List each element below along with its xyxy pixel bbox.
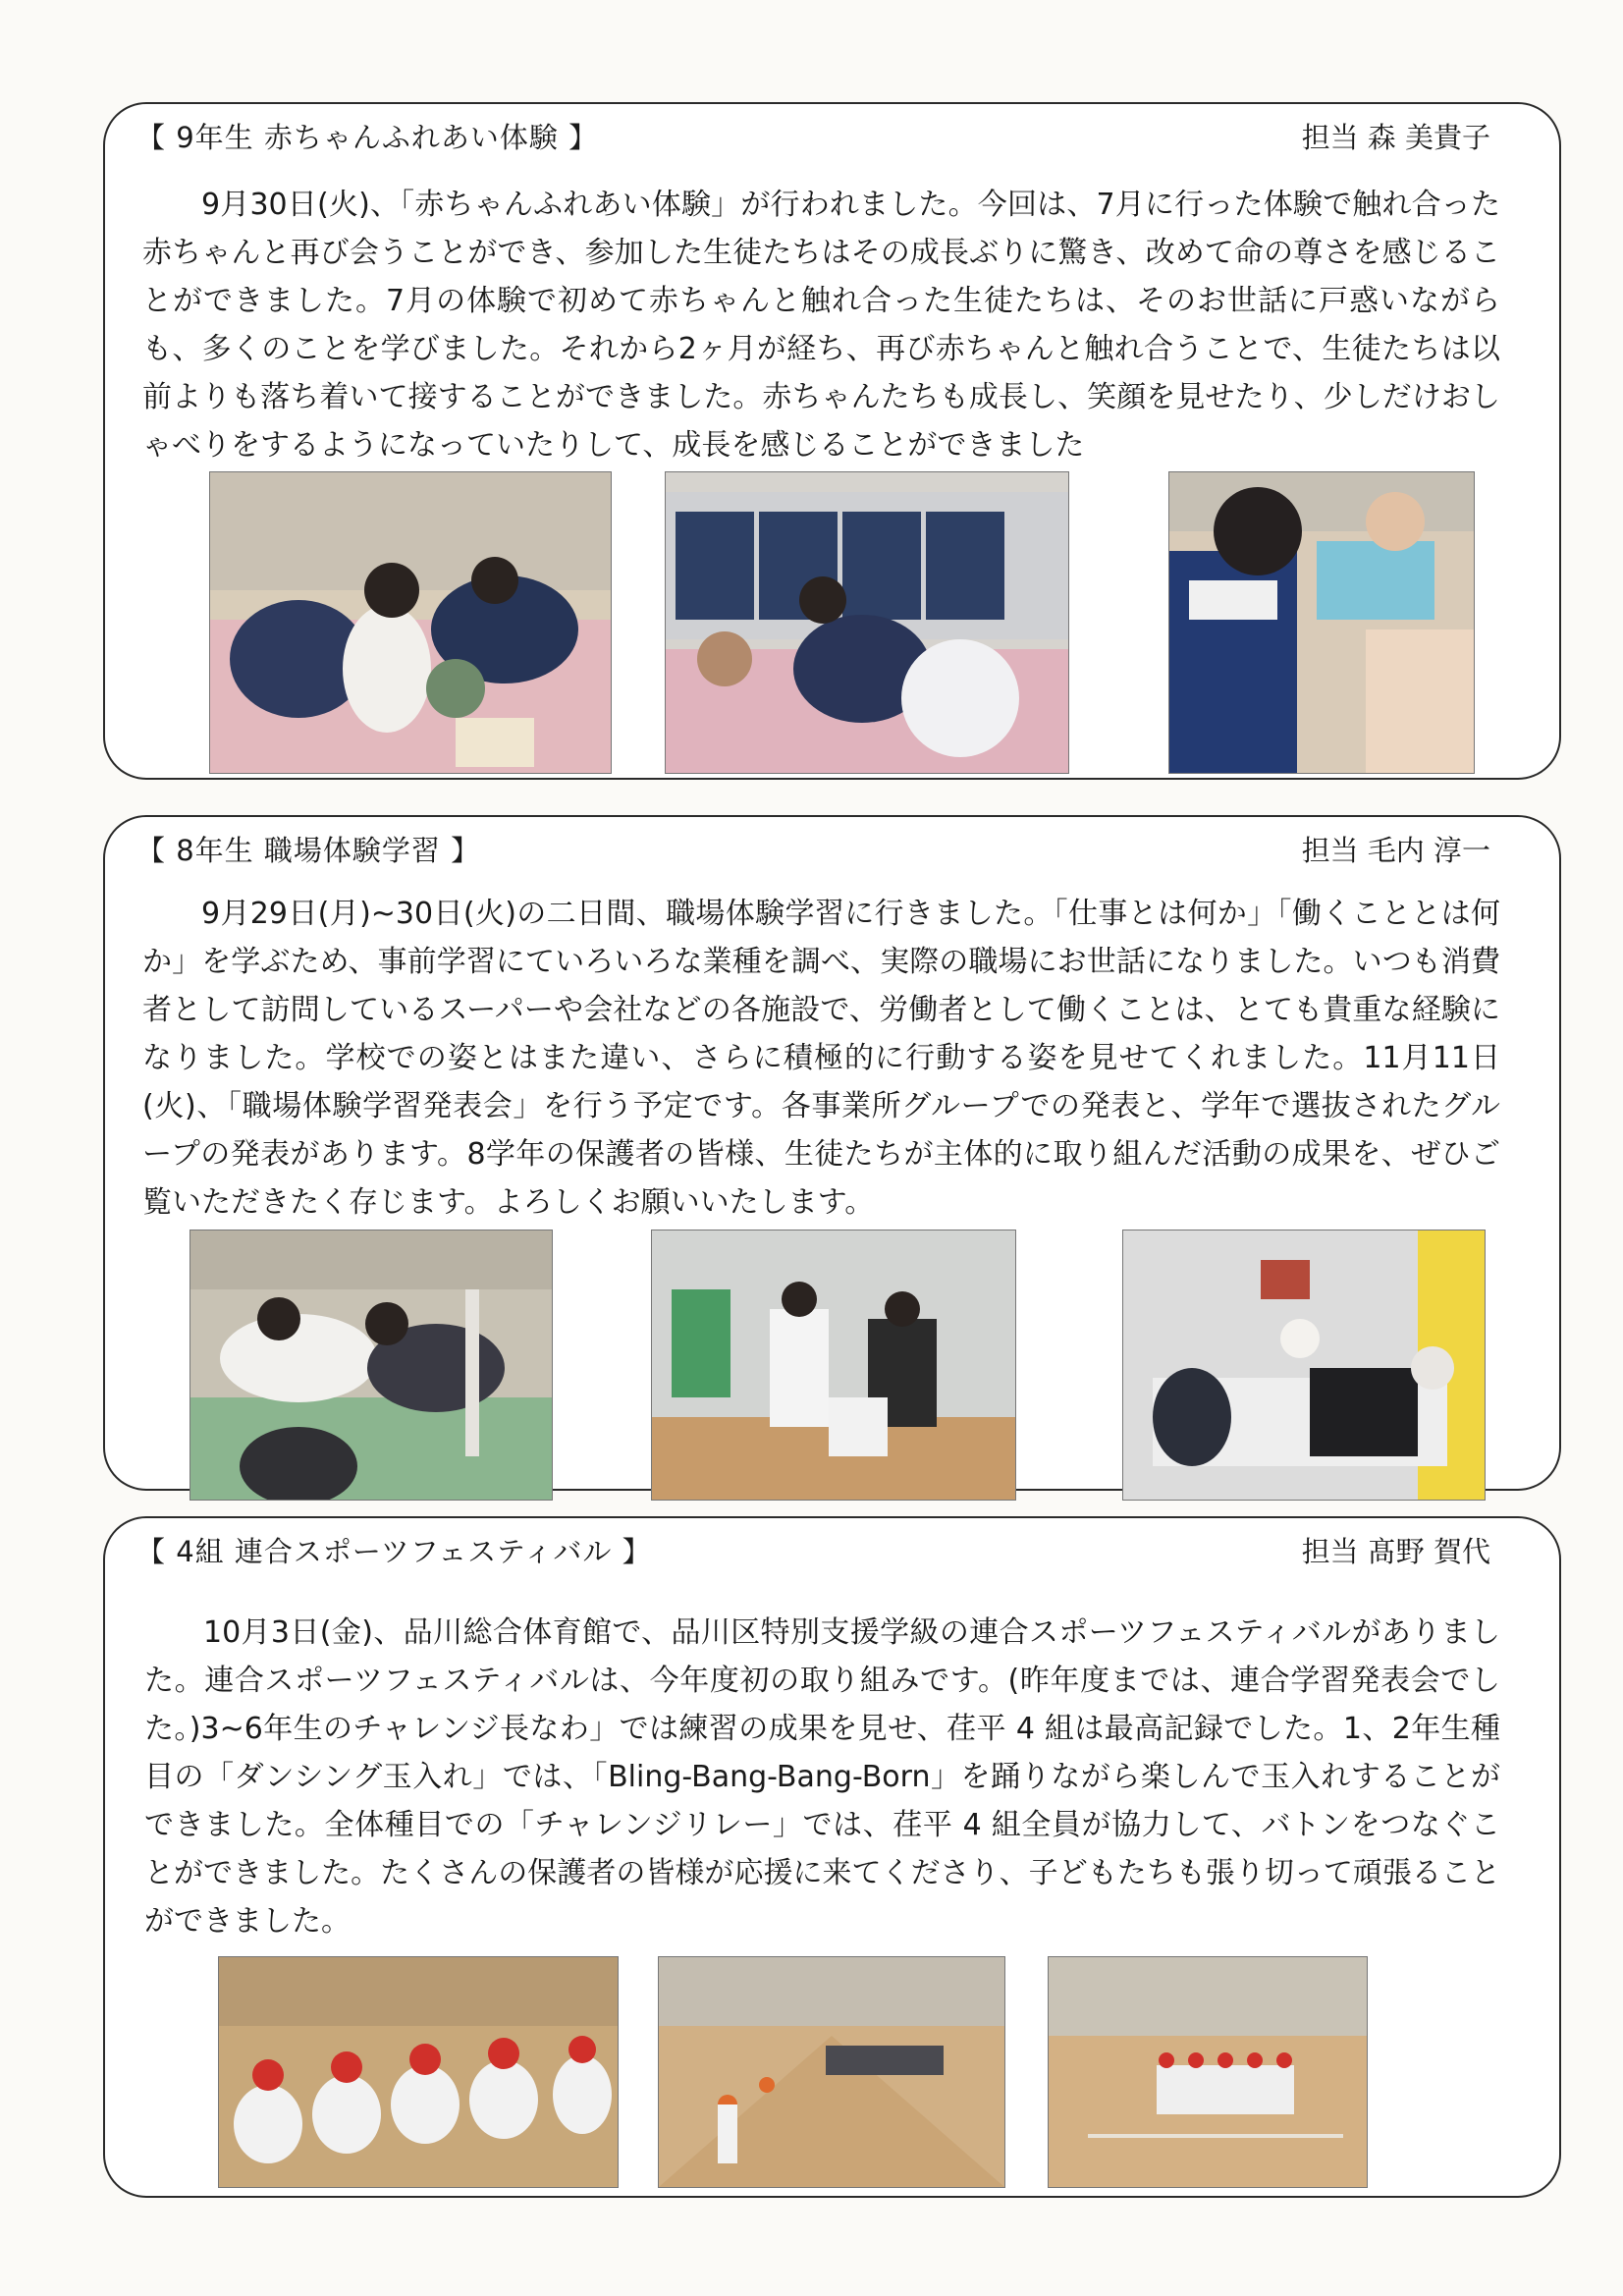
section-teacher: 担当 森 美貴子 <box>1301 121 1490 154</box>
section-teacher: 担当 髙野 賀代 <box>1301 1535 1490 1568</box>
section-title: 【 9年生 赤ちゃんふれあい体験 】 <box>136 121 599 154</box>
section-title: 【 4組 連合スポーツフェスティバル 】 <box>136 1535 652 1568</box>
section-body: 9月30日(火)、「赤ちゃんふれあい体験」が行われました。今回は、7月に行った体験で触れ合った赤ちゃんと再び会うことができ、参加した生徒たちはその成長ぶりに驚き、改めて命の尊さを感じることができました。7月の体験で初めて赤ちゃんと触れ合った生徒たちは、そのお世話に戸惑いながらも、多くのことを学びました。それから2ヶ月が経ち、再び赤ちゃんと触れ合うことで、生徒たちは以前よりも落ち着いて接することができました。赤ちゃんたちも成長し、笑顔を見せたり、少しだけおしゃべりをするようになっていたりして、成長を感じることができました <box>142 188 1500 463</box>
photo-gym-relay <box>658 1956 1005 2188</box>
section-title: 【 8年生 職場体験学習 】 <box>136 834 481 867</box>
photo-baby-chairs <box>665 471 1069 774</box>
photo-students-seated <box>218 1956 619 2188</box>
photo-office-meeting <box>1122 1230 1486 1501</box>
section-body: 10月3日(金)、品川総合体育館で、品川区特別支援学級の連合スポーツフェスティバルがありました。連合スポーツフェスティバルは、今年度初の取り組みです。(昨年度までは、連合学習発表会でした。)3~6年生のチャレンジ長なわ」では練習の成果を見せ、荏平 4 組は最高記録でした。1、2年生種目の「ダンシング玉入れ」では、「Bling-Bang-Bang-Born」を踊りながら楽しんで玉入れすることができました。全体種目での「チャレンジリレー」では、荏平 4 組全員が協力して、バトンをつなぐことができました。たくさんの保護者の皆様が応援に来てくださり、子どもたちも張り切って頑張ることができました。 <box>144 1615 1500 1939</box>
photo-baby-circle <box>209 471 612 774</box>
section-teacher: 担当 毛内 淳一 <box>1301 834 1490 867</box>
photo-baby-book <box>1168 471 1475 774</box>
photo-daycare <box>189 1230 553 1501</box>
section-body: 9月29日(月)~30日(火)の二日間、職場体験学習に行きました。「仕事とは何か」「働くこととは何か」を学ぶため、事前学習にていろいろな業種を調べ、実際の職場にお世話になりました。いつも消費者として訪問しているスーパーや会社などの各施設で、労働者として働くことは、とても貴重な経験になりました。学校での姿とはまた違い、さらに積極的に行動する姿を見せてくれました。11月11日(火)、「職場体験学習発表会」を行う予定です。各事業所グループでの発表と、学年で選抜されたグループの発表があります。8学年の保護者の皆様、生徒たちが主体的に取り組んだ活動の成果を、ぜひご覧いただきたく存じます。よろしくお願いいたします。 <box>142 897 1500 1220</box>
photo-gym-lineup <box>1048 1956 1368 2188</box>
photo-store-counter <box>651 1230 1016 1501</box>
